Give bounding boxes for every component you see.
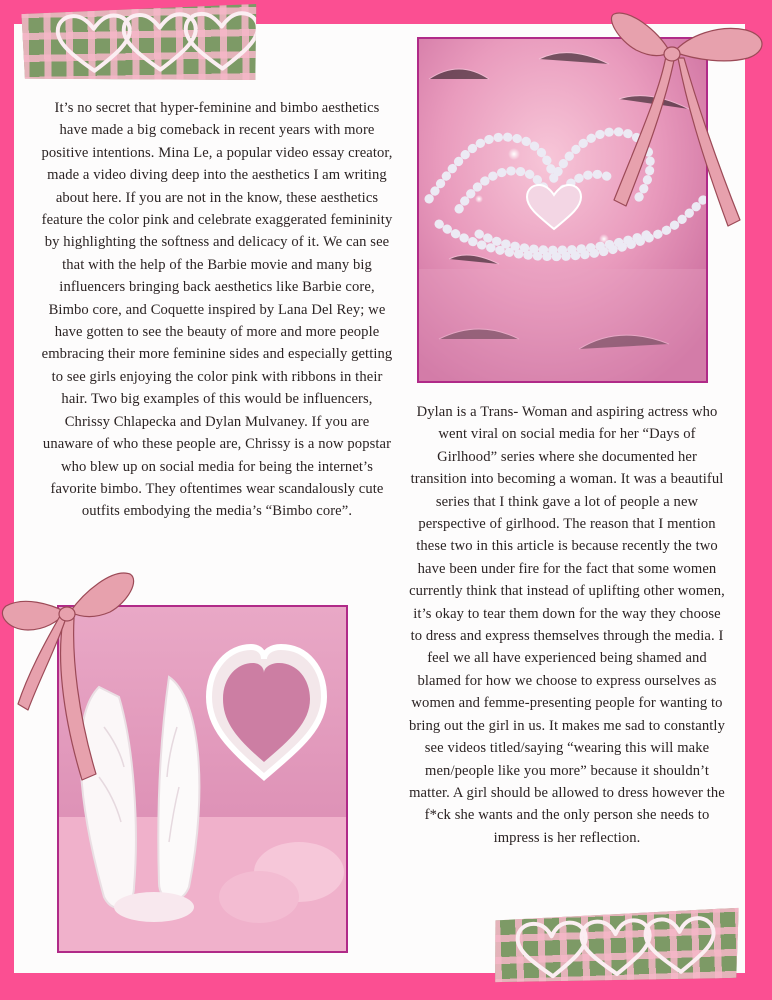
article-paragraph-right: Dylan is a Trans- Woman and aspiring actress who went viral on social media for her “Days of Girlhood” series where she documented her transition into becoming a woman. It was a beautiful series that I think gave a lot of people a new perspective of girlhood. The reason that I mention these two in this article is because recently the two have been under fire for the fact that some women currently think that instead of uplifting other women, it’s okay to tear them down for the way they choose to dress and express themselves through the media. I feel we all have experienced being shamed and blamed for how we choose to express ourselves as women and femme-presenting people for wanting to bring out the girl in us. It makes me sad to constantly see videos titled/saying “wearing this will make men/people like you more” because it shouldn’t matter. A girl should be allowed to dress however the f*ck she wants and the only person she needs to impress is her reflection. — [409, 404, 725, 846]
heart-pattern-tape-top — [21, 4, 257, 84]
heart-pattern-tape-bottom — [493, 908, 741, 987]
article-paragraph-left: It’s no secret that hyper-feminine and bimbo aesthetics have made a big comeback in recent years with more positive intentions. Mina Le, a popular video essay creator, made a video diving deep into the aesthetics I am writing about here. If you are not in the know, these aesthetics feature the color pink and celebrate exaggerated femininity by highlighting the softness and delicacy of it. We can see that with the help of the Barbie movie and many big influencers bringing back aesthetics like Barbie core, Bimbo core, and Coquette inspired by Lana Del Rey; we have gotten to see the beauty of more and more people embracing their more feminine sides and especially getting to see girls enjoying the color pink with ribbons in their hair. Two big examples of this would be influencers, Chrissy Chlapecka and Dylan Mulvaney. If you are unaware of who these people are, Chrissy is a now popstar who blew up on social media for being the internet’s favorite bimbo. They oftentimes wear scandalously cute outfits embodying the media’s “Bimbo core”. — [41, 100, 393, 520]
pink-bow-icon — [608, 0, 772, 236]
pink-bow-icon — [0, 554, 148, 784]
heart-outline-icon — [21, 4, 257, 84]
heart-outline-icon — [493, 908, 741, 987]
